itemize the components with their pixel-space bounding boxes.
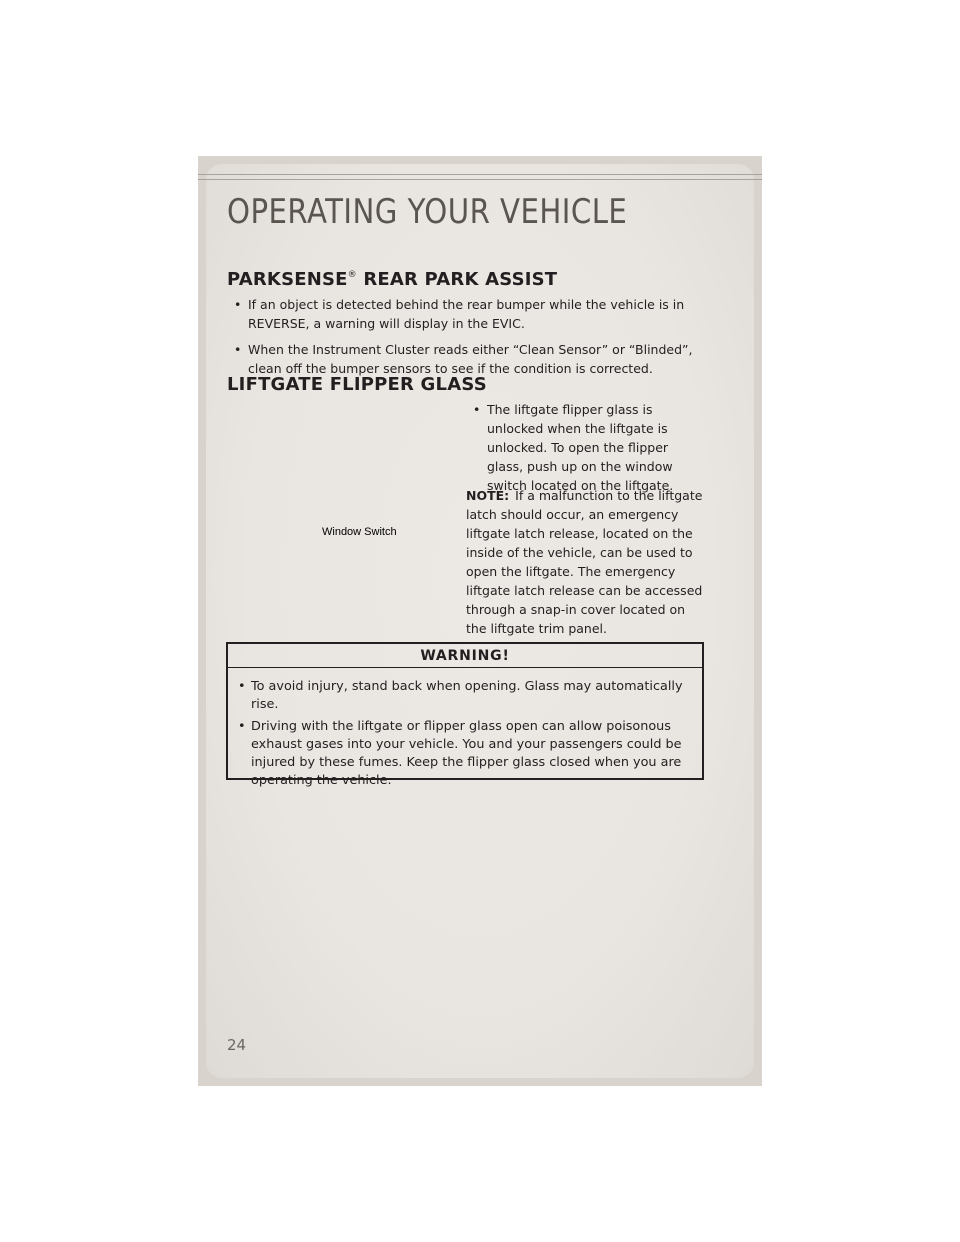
warning-box <box>226 642 704 788</box>
list-item: • To avoid injury, stand back when opening. Glass may automatically rise. <box>231 678 691 714</box>
window-switch-figure-label: Window Switch <box>322 526 397 538</box>
note-text: If a malfunction to the liftgate latch should occur, an emergency liftgate latch release, located on the inside of the vehicle, can be used to open the liftgate. The emergency liftgate latch release can be accessed through a snap-in cover located on the liftgate trim panel. <box>466 488 703 636</box>
section-title: OPERATING YOUR VEHICLE <box>227 192 628 232</box>
parksense-heading-rest: REAR PARK ASSIST <box>356 269 558 290</box>
note-paragraph <box>466 486 706 638</box>
note-label: NOTE: <box>466 488 510 503</box>
page-number: 24 <box>227 1036 247 1054</box>
warning-bullet-list <box>231 678 691 790</box>
parksense-heading <box>227 269 557 290</box>
list-item: • When the Instrument Cluster reads either “Clean Sensor” or “Blinded”, clean off the bumper sensors to see if the condition is corrected. <box>227 340 707 378</box>
liftgate-bullet-list <box>466 400 706 495</box>
list-item: • Driving with the liftgate or flipper glass open can allow poisonous exhaust gases into your vehicle. You and your passengers could be injured by these fumes. Keep the flipper glass closed when you are operating the vehicle. <box>231 718 691 790</box>
header-rule-top <box>198 174 762 175</box>
parksense-heading-name: PARKSENSE <box>227 269 348 290</box>
parksense-bullet-list <box>227 295 707 378</box>
liftgate-heading: LIFTGATE FLIPPER GLASS <box>227 374 487 395</box>
header-rule-bottom <box>198 179 762 180</box>
list-item: • The liftgate flipper glass is unlocked when the liftgate is unlocked. To open the flipper glass, push up on the window switch located on the liftgate. <box>466 400 706 495</box>
warning-title: WARNING! <box>228 644 702 668</box>
list-item: • If an object is detected behind the rear bumper while the vehicle is in REVERSE, a warning will display in the EVIC. <box>227 295 707 333</box>
manual-page <box>198 156 762 1086</box>
registered-mark: ® <box>347 270 357 280</box>
